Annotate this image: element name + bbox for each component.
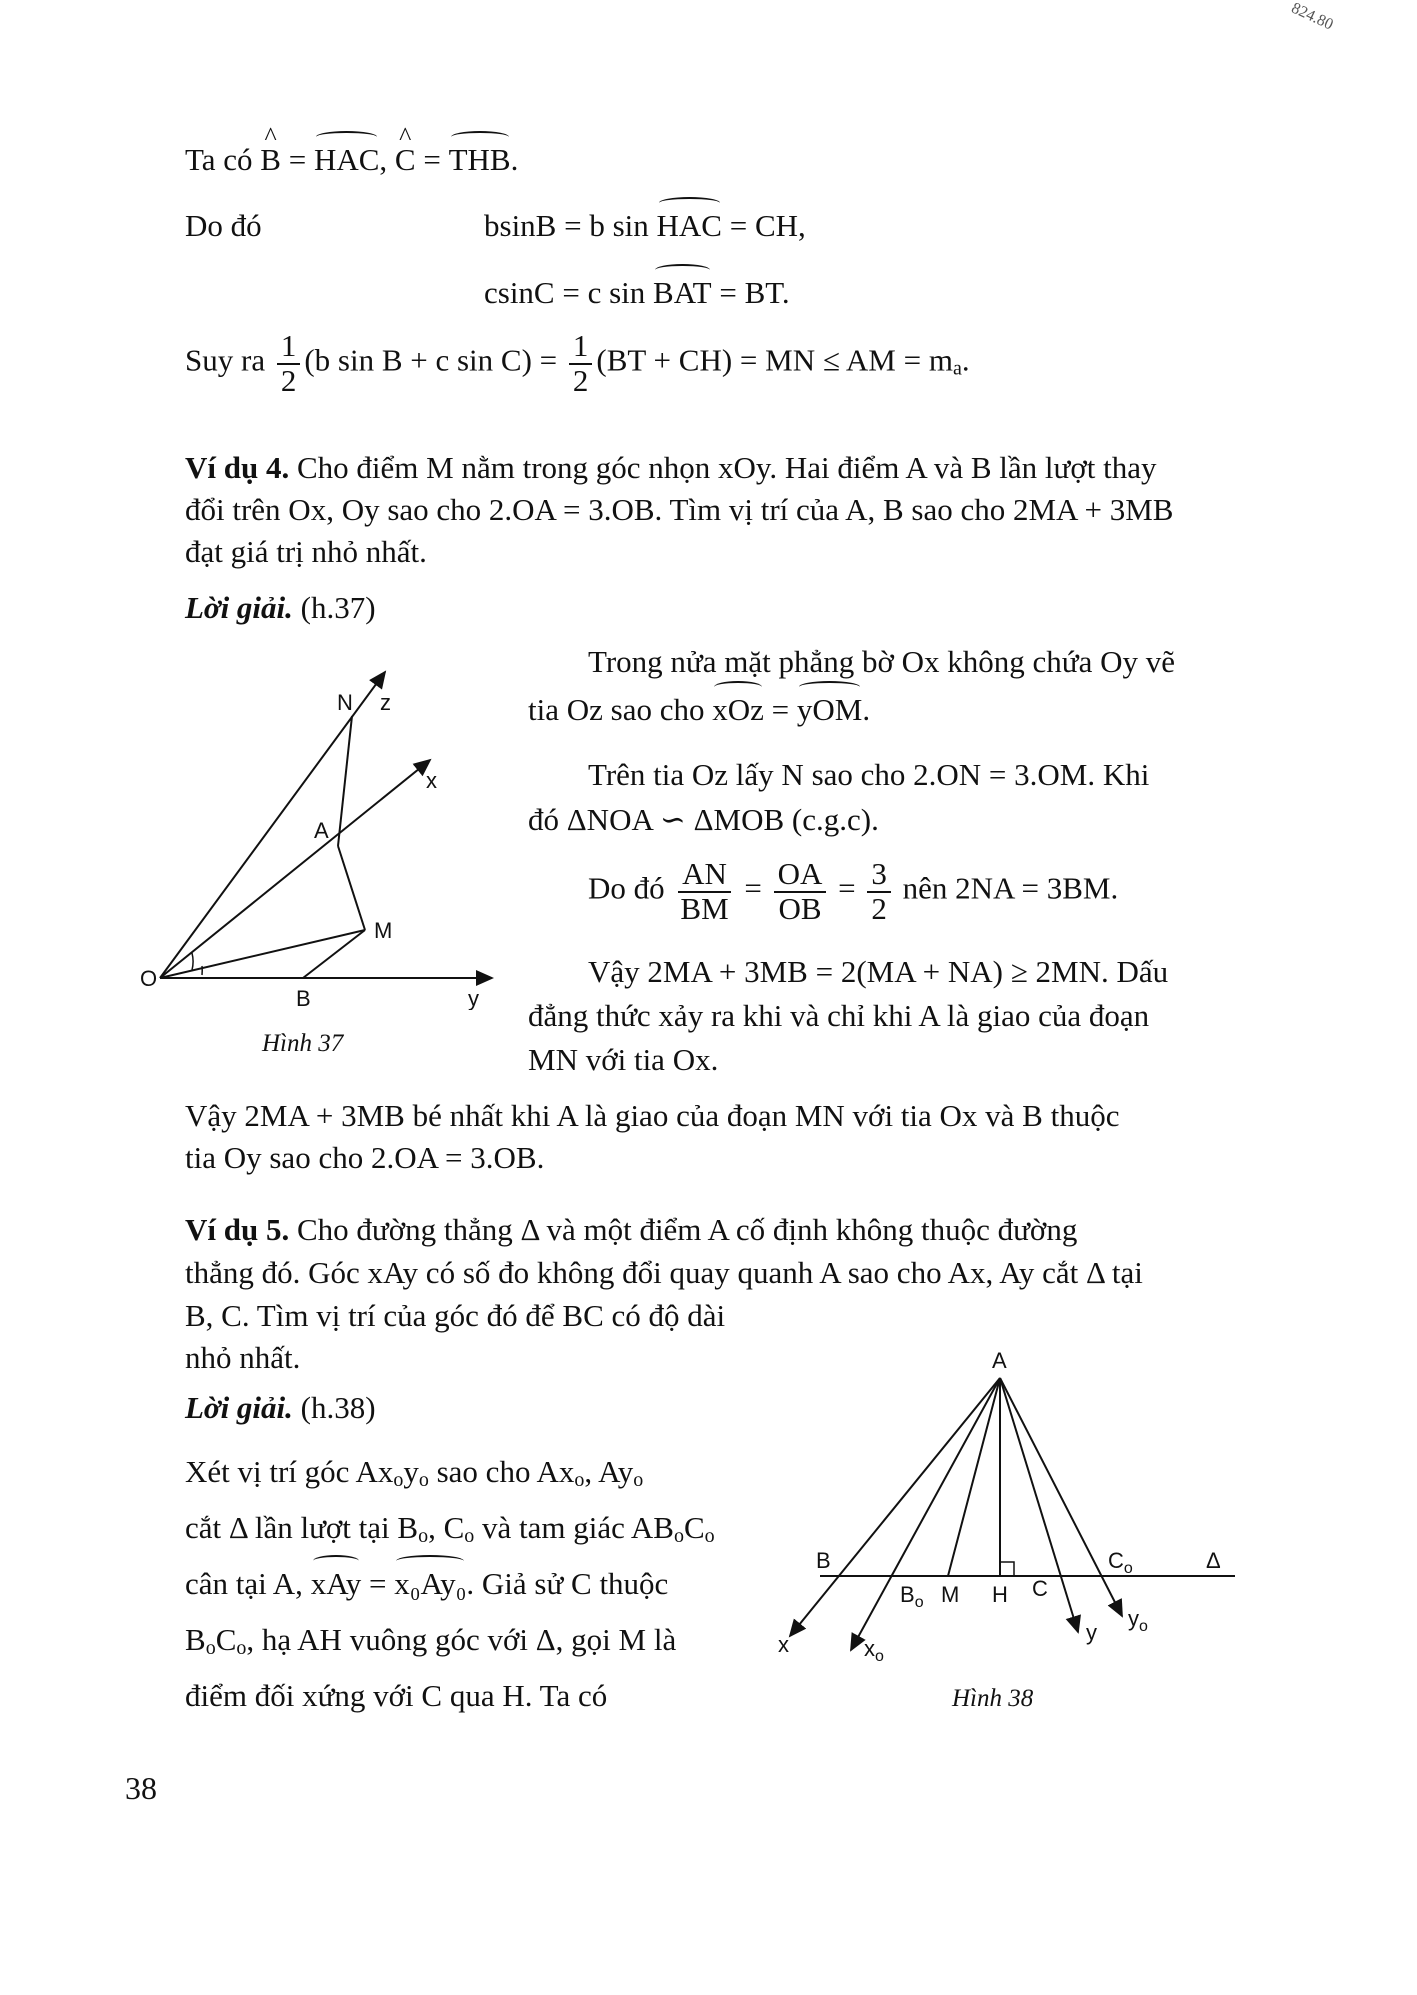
vd4-solution-label: Lời giải. (h.37)	[185, 590, 376, 625]
vd4-right-5: Do đó $\frac{AN}{BM}$ = $\frac{OA}{OB}$ = $\frac{3}{2}$ nên 2NA = 3BM.	[588, 856, 1119, 926]
vd4-right-4: đó ΔNOA ∽ ΔMOB (c.g.c).	[528, 802, 879, 837]
label-C: C	[1032, 1576, 1048, 1601]
ray-axo	[851, 1378, 1000, 1650]
vd5-solution-label: Lời giải. (h.38)	[185, 1390, 376, 1425]
ray-ax	[790, 1378, 1000, 1636]
vd5-para-4: $B_oC_o$, hạ AH vuông góc với Δ, gọi M là	[185, 1622, 677, 1659]
label-N: N	[337, 690, 353, 715]
vd5-line-4: nhỏ nhất.	[185, 1340, 301, 1375]
figure-38	[770, 1340, 1250, 1670]
label-M: M	[941, 1582, 960, 1607]
label-Co: $C_o$	[1108, 1548, 1133, 1577]
vd4-right-1: Trong nửa mặt phẳng bờ Ox không chứa Oy vẽ	[588, 644, 1175, 679]
ray-ayo	[1000, 1378, 1122, 1616]
vd5-para-2: cắt Δ lần lượt tại $B_o$, $C_o$ và tam giác $AB_oC_o$	[185, 1510, 715, 1547]
segment-am	[948, 1378, 1000, 1576]
label-B: B	[816, 1548, 831, 1573]
vd4-right-3: Trên tia Oz lấy N sao cho 2.ON = 3.OM. Khi	[588, 757, 1150, 792]
page-number: 38	[125, 1770, 157, 1806]
vd4-line-3: đạt giá trị nhỏ nhất.	[185, 534, 427, 569]
intro-line-2: bsinB = b sin HAC = CH,	[484, 206, 806, 246]
label-B: B	[296, 986, 311, 1010]
label-x: x	[778, 1632, 789, 1657]
angle-mark-1	[192, 953, 193, 970]
ray-ox	[160, 760, 430, 978]
vd5-para-3: cân tại A, xAy = x₀Ay₀. Giả sử C thuộc	[185, 1564, 668, 1604]
vd5-para-5: điểm đối xứng với C qua H. Ta có	[185, 1678, 608, 1713]
label-xo: $x_o$	[864, 1636, 884, 1665]
label-y: y	[1086, 1620, 1097, 1645]
label-H: H	[992, 1582, 1008, 1607]
right-angle-mark	[1000, 1562, 1014, 1576]
corner-mark: 824.80	[1288, 0, 1336, 34]
figure-38-caption: Hình 38	[952, 1685, 1034, 1712]
figure-37-caption: Hình 37	[262, 1030, 344, 1057]
vd5-para-1: Xét vị trí góc $Ax_oy_o$ sao cho $Ax_o$, $Ay_o$	[185, 1454, 644, 1491]
vd4-right-8: MN với tia Ox.	[528, 1042, 719, 1077]
vd5-line-2: thẳng đó. Góc xAy có số đo không đổi quay quanh A sao cho Ax, Ay cắt Δ tại	[185, 1255, 1143, 1290]
vd4-conclusion-1: Vậy 2MA + 3MB bé nhất khi A là giao của đoạn MN với tia Ox và B thuộc	[185, 1098, 1120, 1133]
vd4-right-7: đẳng thức xảy ra khi và chỉ khi A là giao của đoạn	[528, 998, 1150, 1033]
vd4-line-2: đổi trên Ox, Oy sao cho 2.OA = 3.OB. Tìm vị trí của A, B sao cho 2MA + 3MB	[185, 492, 1174, 527]
label-A: A	[314, 818, 329, 843]
figure-37	[140, 650, 520, 1010]
intro-line-3: csinC = c sin BAT = BT.	[484, 273, 790, 313]
label-x: x	[426, 768, 437, 793]
intro-line-4: Suy ra $\frac{1}{2}$ (b sin B + c sin C) = $\frac{1}{2}$ (BT + CH) = MN ≤ AM = $m_a$.	[185, 328, 970, 398]
vd4-right-6: Vậy 2MA + 3MB = 2(MA + NA) ≥ 2MN. Dấu	[588, 954, 1169, 989]
vd5-line-1: Ví dụ 5. Cho đường thẳng Δ và một điểm A cố định không thuộc đường	[185, 1212, 1078, 1247]
segment-an	[338, 716, 352, 846]
label-M: M	[374, 918, 393, 943]
label-O: O	[140, 966, 158, 991]
label-y: y	[468, 986, 479, 1010]
label-delta: Δ	[1206, 1548, 1221, 1573]
vd4-conclusion-2: tia Oy sao cho 2.OA = 3.OB.	[185, 1140, 545, 1175]
segment-ma	[338, 846, 365, 930]
vd5-line-3: B, C. Tìm vị trí của góc đó để BC có độ dài	[185, 1298, 726, 1333]
intro-line-2-label: Do đó	[185, 208, 262, 243]
vd4-right-2: tia Oz sao cho xOz = yOM.	[528, 690, 870, 730]
label-z: z	[380, 690, 391, 715]
label-yo: $y_o$	[1128, 1606, 1148, 1635]
intro-line-1: Ta có ^ B = HAC, ^ C = THB.	[185, 140, 518, 180]
vd4-line-1: Ví dụ 4. Cho điểm M nằm trong góc nhọn xOy. Hai điểm A và B lần lượt thay	[185, 450, 1157, 485]
label-A: A	[992, 1348, 1007, 1373]
label-Bo: $B_o$	[900, 1582, 924, 1611]
